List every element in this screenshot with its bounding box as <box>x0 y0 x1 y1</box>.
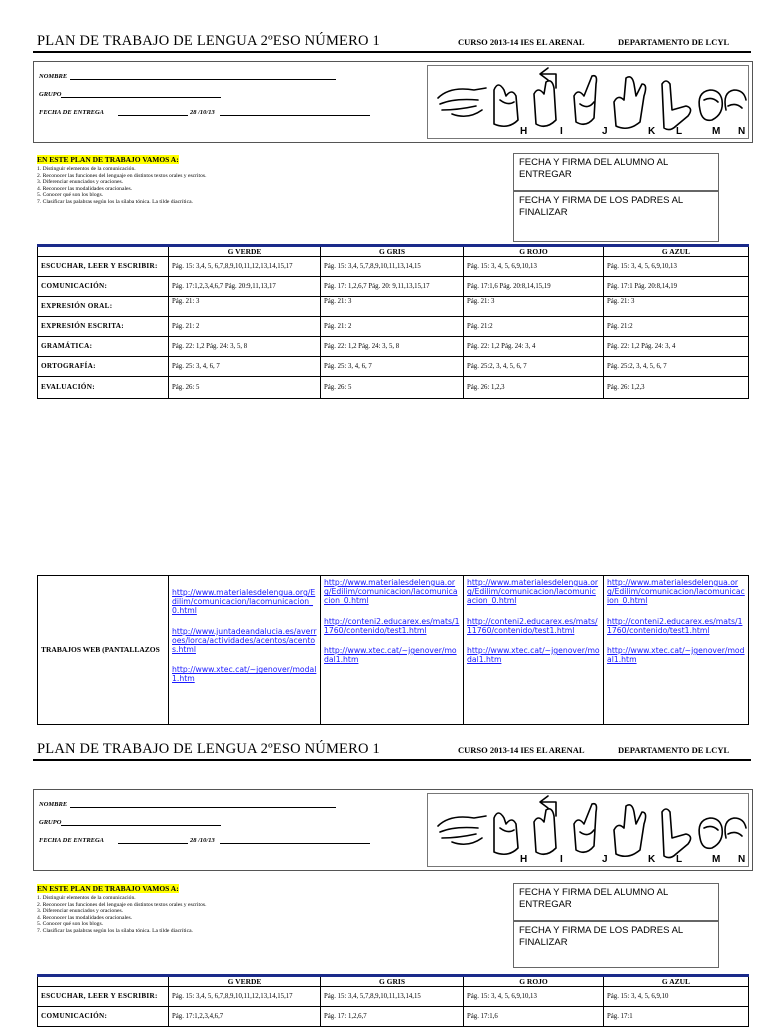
web-work-table <box>37 575 749 725</box>
fecha-entrega-label-2: FECHA DE ENTREGA <box>39 837 105 844</box>
cell: Pág. 21: 3 <box>321 297 464 317</box>
header-g-azul: G AZUL <box>604 246 749 257</box>
cell: Pág. 22: 1,2 Pág. 24: 3, 4 <box>464 337 604 357</box>
web-links-rojo <box>464 576 604 725</box>
objective-item: 3. Diferenciar enunciados y oraciones. <box>37 908 124 915</box>
student-signature-box[interactable]: FECHA Y FIRMA DEL ALUMNO AL ENTREGAR <box>513 153 719 191</box>
fecha-line-b-2 <box>220 843 370 844</box>
header-g-gris: G GRIS <box>321 976 464 987</box>
student-signature-box-2[interactable]: FECHA Y FIRMA DEL ALUMNO AL ENTREGAR <box>513 883 719 921</box>
web-link[interactable]: http://www.xtec.cat/~jgenover/modal1.htm <box>467 646 600 665</box>
sign-letter-m: M <box>712 126 721 137</box>
header-g-azul: G AZUL <box>604 976 749 987</box>
area-cell: ESCUCHAR, LEER Y ESCRIBIR: <box>38 987 169 1007</box>
objective-item: 7. Clasificar las palabras según los la sílaba tónica. La tilde diacrítica. <box>37 198 193 205</box>
cell: Pág. 21: 3 <box>464 297 604 317</box>
sign-letter-k: K <box>648 126 656 137</box>
table-row <box>38 357 749 377</box>
table-row <box>38 257 749 277</box>
hand-signs-illustration-2 <box>428 794 748 866</box>
cell: Pág. 15: 3, 4, 5, 6,9,10 <box>604 987 749 1007</box>
nombre-line <box>70 79 336 80</box>
hand-signs-illustration <box>428 66 748 138</box>
sign-letter-l: L <box>676 854 683 865</box>
web-link[interactable]: http://www.xtec.cat/~jgenover/modal1.htm <box>324 646 457 665</box>
area-cell: EXPRESIÓN ESCRITA: <box>38 317 169 337</box>
table-row <box>38 377 749 399</box>
grupo-label-2: GRUPO <box>39 819 62 826</box>
cell: Pág. 21:2 <box>464 317 604 337</box>
area-cell: EVALUACIÓN: <box>38 377 169 399</box>
web-link[interactable]: http://www.xtec.cat/~jgenover/modal1.htm <box>607 646 745 665</box>
department-label-2: DEPARTAMENTO DE LCYL <box>618 745 730 755</box>
cell: Pág. 17:1,6 <box>464 1007 604 1027</box>
fecha-entrega-value: 28 /10/13 <box>190 109 215 116</box>
cell: Pág. 17:1,6 Pág. 20:8,14,15,19 <box>464 277 604 297</box>
cell: Pág. 26: 1,2,3 <box>604 377 749 399</box>
table-row <box>38 987 749 1007</box>
objectives-title: EN ESTE PLAN DE TRABAJO VAMOS A: <box>37 155 179 164</box>
web-links-verde <box>169 576 321 725</box>
department-label: DEPARTAMENTO DE LCYL <box>618 37 730 47</box>
fecha-line-a-2 <box>118 843 188 844</box>
fecha-line-b <box>220 115 370 116</box>
cell: Pág. 21: 3 <box>604 297 749 317</box>
web-link[interactable]: http://www.materialesdelengua.org/Edilim/comunicacion/lacomunicacion_0.html <box>607 578 745 606</box>
sign-letter-i: I <box>560 126 563 137</box>
web-links-gris <box>321 576 464 725</box>
header-bar-2 <box>33 741 751 761</box>
header-g-verde: G VERDE <box>169 976 321 987</box>
header-g-rojo: G ROJO <box>464 976 604 987</box>
area-cell: ESCUCHAR, LEER Y ESCRIBIR: <box>38 257 169 277</box>
fecha-entrega-label: FECHA DE ENTREGA <box>39 109 105 116</box>
page-title: PLAN DE TRABAJO DE LENGUA 2ºESO NÚMERO 1 <box>37 33 380 49</box>
sign-letter-j: J <box>602 126 608 137</box>
web-links-azul <box>604 576 749 725</box>
student-info-box-2 <box>33 789 753 871</box>
web-link[interactable]: http://www.materialesdelengua.org/Edilim/comunicacion/lacomunicacion_0.html <box>172 588 316 616</box>
cell: Pág. 26: 1,2,3 <box>464 377 604 399</box>
web-link[interactable]: http://www.materialesdelengua.org/Edilim/comunicacion/lacomunicacion_0.html <box>467 578 599 606</box>
table-row <box>38 297 749 317</box>
cell: Pág. 17:1 <box>604 1007 749 1027</box>
area-cell: GRAMÁTICA: <box>38 337 169 357</box>
header-g-gris: G GRIS <box>321 246 464 257</box>
header-blank <box>38 246 169 257</box>
cell: Pág. 17: 1,2,6,7 <box>321 1007 464 1027</box>
web-link[interactable]: http://www.materialesdelengua.org/Edilim/comunicacion/lacomunicacion_0.html <box>324 578 458 606</box>
cell: Pág. 25:2, 3, 4, 5, 6, 7 <box>464 357 604 377</box>
web-link[interactable]: http://www.juntadeandalucia.es/averroes/lorca/actividades/acentos/acentos.html <box>172 626 317 655</box>
objective-item: 2. Reconocer las funciones del lenguaje en distintos textos orales y escritos. <box>37 901 207 908</box>
parents-signature-box-2[interactable]: FECHA Y FIRMA DE LOS PADRES AL FINALIZAR <box>513 921 719 968</box>
work-plan-table-2 <box>37 974 749 1027</box>
header-g-rojo: G ROJO <box>464 246 604 257</box>
sign-language-image-2 <box>427 793 749 867</box>
sign-letter-k: K <box>648 854 656 865</box>
table-header-row <box>38 246 749 257</box>
web-link[interactable]: http://www.xtec.cat/~jgenover/modal1.htm <box>172 665 317 684</box>
cell: Pág. 26: 5 <box>169 377 321 399</box>
cell: Pág. 22: 1,2 Pág. 24: 3, 5, 8 <box>321 337 464 357</box>
table-row <box>38 317 749 337</box>
cell: Pág. 17:1,2,3,4,6,7 Pág. 20:9,11,13,17 <box>169 277 321 297</box>
sign-letter-n: N <box>738 854 746 865</box>
sign-letter-j: J <box>602 854 608 865</box>
cell: Pág. 21: 3 <box>169 297 321 317</box>
objectives-list <box>37 166 206 206</box>
table-row <box>38 277 749 297</box>
web-link[interactable]: http://conteni2.educarex.es/mats/11760/contenido/test1.html <box>607 616 743 635</box>
sign-letter-h: H <box>520 126 528 137</box>
objective-item: 4. Reconocer las modalidades oracionales. <box>37 185 133 192</box>
web-work-label: TRABAJOS WEB (PANTALLAZOS <box>38 576 169 725</box>
area-cell: COMUNICACIÓN: <box>38 1007 169 1027</box>
fecha-line-a <box>118 115 188 116</box>
header-blank <box>38 976 169 987</box>
cell: Pág. 15: 3,4, 5,7,8,9,10,11,13,14,15 <box>321 987 464 1007</box>
sign-language-image <box>427 65 749 139</box>
cell: Pág. 17:1,2,3,4,6,7 <box>169 1007 321 1027</box>
objective-item: 3. Diferenciar enunciados y oraciones. <box>37 179 124 186</box>
nombre-line-2 <box>70 807 336 808</box>
sign-letter-l: L <box>676 126 683 137</box>
table-row <box>38 337 749 357</box>
fecha-entrega-value-2: 28 /10/13 <box>190 837 215 844</box>
objective-item: 5. Conocer qué son los blogs. <box>37 192 104 199</box>
objective-item: 4. Reconocer las modalidades oracionales. <box>37 914 133 921</box>
cell: Pág. 25:2, 3, 4, 5, 6, 7 <box>604 357 749 377</box>
cell: Pág. 22: 1,2 Pág. 24: 3, 4 <box>604 337 749 357</box>
cell: Pág. 15: 3,4, 5, 6,7,8,9,10,11,12,13,14,15,17 <box>169 257 321 277</box>
web-link[interactable]: http://conteni2.educarex.es/mats/11760/contenido/test1.html <box>324 616 460 635</box>
cell: Pág. 15: 3, 4, 5, 6,9,10,13 <box>464 257 604 277</box>
course-label: CURSO 2013-14 IES EL ARENAL <box>458 37 585 47</box>
cell: Pág. 17: 1,2,6,7 Pág. 20: 9,11,13,15,17 <box>321 277 464 297</box>
objective-item: 1. Distinguir elementos de la comunicación. <box>37 895 136 901</box>
nombre-label-2: NOMBRE <box>39 801 68 808</box>
objective-item: 2. Reconocer las funciones del lenguaje en distintos textos orales y escritos. <box>37 172 207 179</box>
header-bar <box>33 33 751 53</box>
objective-item: 1. Distinguir elementos de la comunicación. <box>37 166 136 172</box>
grupo-line <box>61 97 221 98</box>
parents-signature-box[interactable]: FECHA Y FIRMA DE LOS PADRES AL FINALIZAR <box>513 191 719 242</box>
cell: Pág. 15: 3,4, 5,7,8,9,10,11,13,14,15 <box>321 257 464 277</box>
cell: Pág. 15: 3,4, 5, 6,7,8,9,10,11,12,13,14,15,17 <box>169 987 321 1007</box>
cell: Pág. 21: 2 <box>169 317 321 337</box>
area-cell: ORTOGRAFÍA: <box>38 357 169 377</box>
sign-letter-n: N <box>738 126 746 137</box>
sign-letter-m: M <box>712 854 721 865</box>
sign-letter-i: I <box>560 854 563 865</box>
objectives-title-2: EN ESTE PLAN DE TRABAJO VAMOS A: <box>37 884 179 893</box>
cell: Pág. 25: 3, 4, 6, 7 <box>321 357 464 377</box>
area-cell: COMUNICACIÓN: <box>38 277 169 297</box>
objective-item: 7. Clasificar las palabras según los la sílaba tónica. La tilde diacrítica. <box>37 927 193 934</box>
cell: Pág. 21: 2 <box>321 317 464 337</box>
cell: Pág. 26: 5 <box>321 377 464 399</box>
cell: Pág. 22: 1,2 Pág. 24: 3, 5, 8 <box>169 337 321 357</box>
cell: Pág. 15: 3, 4, 5, 6,9,10,13 <box>464 987 604 1007</box>
cell: Pág. 21:2 <box>604 317 749 337</box>
cell: Pág. 15: 3, 4, 5, 6,9,10,13 <box>604 257 749 277</box>
area-cell: EXPRESIÓN ORAL: <box>38 297 169 317</box>
objective-item: 5. Conocer qué son los blogs. <box>37 921 104 928</box>
grupo-line-2 <box>61 825 221 826</box>
page-title-2: PLAN DE TRABAJO DE LENGUA 2ºESO NÚMERO 1 <box>37 741 380 757</box>
objectives-list-2 <box>37 895 206 935</box>
table-header-row <box>38 976 749 987</box>
header-g-verde: G VERDE <box>169 246 321 257</box>
grupo-label: GRUPO <box>39 91 62 98</box>
course-label-2: CURSO 2013-14 IES EL ARENAL <box>458 745 585 755</box>
cell: Pág. 17:1 Pág. 20:8,14,19 <box>604 277 749 297</box>
cell: Pág. 25: 3, 4, 6, 7 <box>169 357 321 377</box>
work-plan-table <box>37 244 749 399</box>
web-link[interactable]: http://conteni2.educarex.es/mats/11760/contenido/test1.html <box>467 616 598 635</box>
student-info-box <box>33 61 753 143</box>
nombre-label: NOMBRE <box>39 73 68 80</box>
sign-letter-h: H <box>520 854 528 865</box>
